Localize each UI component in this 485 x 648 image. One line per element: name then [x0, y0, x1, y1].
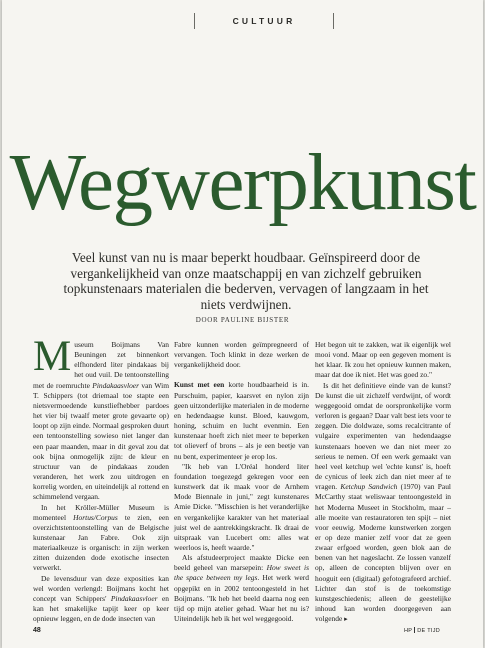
paragraph: Het begon uit te zakken, wat ik eigenlijk wel mooi vond. Maar op een gegeven moment is het klaar. Ik zou het opnieuw kunnen maken, maar dat doe ik niet. Het was goed zo.": [315, 340, 451, 380]
text-run: useum Boijmans Van Beuningen zet binnenkort elfhonderd liter pindakaas bij het oud vuil. De tentoonstelling met de roemruchte: [33, 340, 169, 390]
paragraph: Fabre kunnen worden geïmpregneerd of vervangen. Toch klinkt in deze werken de vergankelijkheid door.: [174, 340, 309, 370]
emphasis: Pindakaasvloer: [110, 593, 158, 603]
text-run: en kan het smakelijke tapijt keer op keer opnieuw leggen, en de dode insecten van: [33, 593, 169, 624]
text-run: korte houdbaarheid is in. Purschuim, papier, kaarsvet en nylon zijn geen uitzonderlijke materialen in de moderne en hedendaagse kunst. Bloed, kauwgom, honing, schuim en lucht evenmin. Een kunstenaar hoeft zich niet meer te beperken tot olieverf of brons – als je een beetje van nu bent, experimenteer je erop los.: [174, 380, 309, 461]
dropcap: M: [33, 333, 72, 380]
text-run: Als afstudeerproject maakte Dicke een beeld geheel van marsepein:: [174, 553, 309, 573]
text-column-1: [33, 333, 169, 624]
emphasis: Hortus/Corpus: [73, 512, 118, 522]
magazine-page: [2, 0, 483, 648]
text-run: (1970) van Paul McCarthy staat weliswaar tentoongesteld in het Moderna Museet in Stockholm, maar – alle moeite van restauratoren ten spijt – niet voor eeuwig. Moderne kunstwerken zorgen er op deze manier zelf voor dat ze geen zwaar erfgoed worden, geen blok aan de benen van het nageslacht. Ze lossen vanzelf op, alleen de concepten blijven over en hooguit een (digitaal) gefotografeerd archief. Lichter dan stof is de toekomstige kunstgeschiedenis; alleen de geestelijke inhoud kan worden doorgegeven aan volgende: [315, 482, 451, 624]
emphasis: Ketchup Sandwich: [340, 482, 398, 492]
article-byline: DOOR PAULINE BIJSTER: [195, 316, 290, 324]
paragraph: [33, 333, 169, 503]
emphasis: Pindakaasvloer: [92, 380, 139, 390]
article-headline: Wegwerpkunst: [9, 137, 476, 227]
magazine-issue: DE TIJD: [417, 628, 441, 634]
paragraph: "Ik heb van L'Oréal honderd liter foundation toegezegd gekregen voor een kunstwerk dat ik maak voor de Arnhem Mode Biennale in juni," zegt kunstenares Amie Dicke. "Misschien is het veranderlijke en vergankelijke karakter van het materiaal juist wel de aantrekkingskracht. Ik draai de uitspraak van Lucebert om: alles wat weerloos is, heeft waarde.": [174, 461, 309, 552]
section-divider-left: [194, 13, 195, 29]
emphasis: How sweet is the space between my legs: [174, 563, 309, 583]
page-number: 48: [33, 627, 41, 634]
section-divider-right: [333, 13, 334, 29]
footer-folio: [404, 627, 440, 634]
paragraph: [33, 574, 169, 625]
text-column-2: [174, 340, 309, 624]
magazine-name: HP: [404, 628, 413, 634]
text-run: De levensduur van deze exposities kan wel worden verlengd: Boijmans kocht het concept van Schippers': [33, 573, 169, 603]
continue-arrow-icon: ▸: [344, 615, 348, 624]
text-column-3: [315, 340, 451, 624]
lead-in: Kunst met een: [174, 380, 225, 390]
paragraph: [315, 381, 451, 625]
text-run: te zien, een overzichtstentoonstelling van de Belgische kunstenaar Jan Fabre. Ook zijn materiaalkeuze is organisch: in zijn werken zitten duizenden dode exotische insecten verwerkt.: [33, 512, 169, 573]
paragraph: [174, 553, 309, 624]
section-label: CULTUUR: [232, 16, 296, 26]
text-run: . Het werk werd opgepikt en in 2002 tentoongesteld in het Boijmans. "Ik heb het beeld daarna nog een tijd op mijn atelier gehad. Waar het nu is? Uiteindelijk heb ik het wel weggegooid.: [174, 573, 309, 624]
text-run: In het Kröller-Müller Museum is momenteel: [33, 502, 169, 522]
article-intro: Veel kunst van nu is maar beperkt houdbaar. Geïnspireerd door de vergankelijkheid van onze maatschappij en van zichzelf gebruiken topkunstenaars materialen die bederven, vervagen of langzaam in het niets verdwijnen.: [63, 250, 429, 313]
folio-divider: [414, 627, 415, 633]
text-run: Is dit het definitieve einde van de kunst? De kunst die uit zichzelf verdwijnt, of wordt weggegooid omdat de oorspronkelijke vorm verloren is gegaan? Daar valt best iets voor te zeggen. Die doldwaze, soms recalcitrante of vulgaire experimenten van hedendaagse kunstenaars hoeven we dan niet meer zo serieus te nemen. Of een werk gemaakt van heel veel ketchup wel 'echte kunst' is, hoeft de cynicus of leek zich dan niet meer af te vragen.: [315, 380, 451, 492]
paragraph: [33, 503, 169, 574]
text-run: van Wim T. Schippers (tot driemaal toe stapte een nietsvermoedende kunstliefhebber pardoes het vier bij twaalf meter grote gevaarte op) loopt op zijn einde. Normaal gesproken duurt een tentoonstelling sowieso niet langer dan een paar maanden, maar in dit geval zou dat ook bijna onmogelijk zijn: de kleur en structuur van de pindakaas zouden veranderen, het werk zou uitdrogen en korrelig worden, en uiteindelijk al rottend en schimmelend vergaan.: [33, 380, 169, 502]
section-header: [194, 12, 334, 30]
paragraph: [174, 380, 309, 461]
